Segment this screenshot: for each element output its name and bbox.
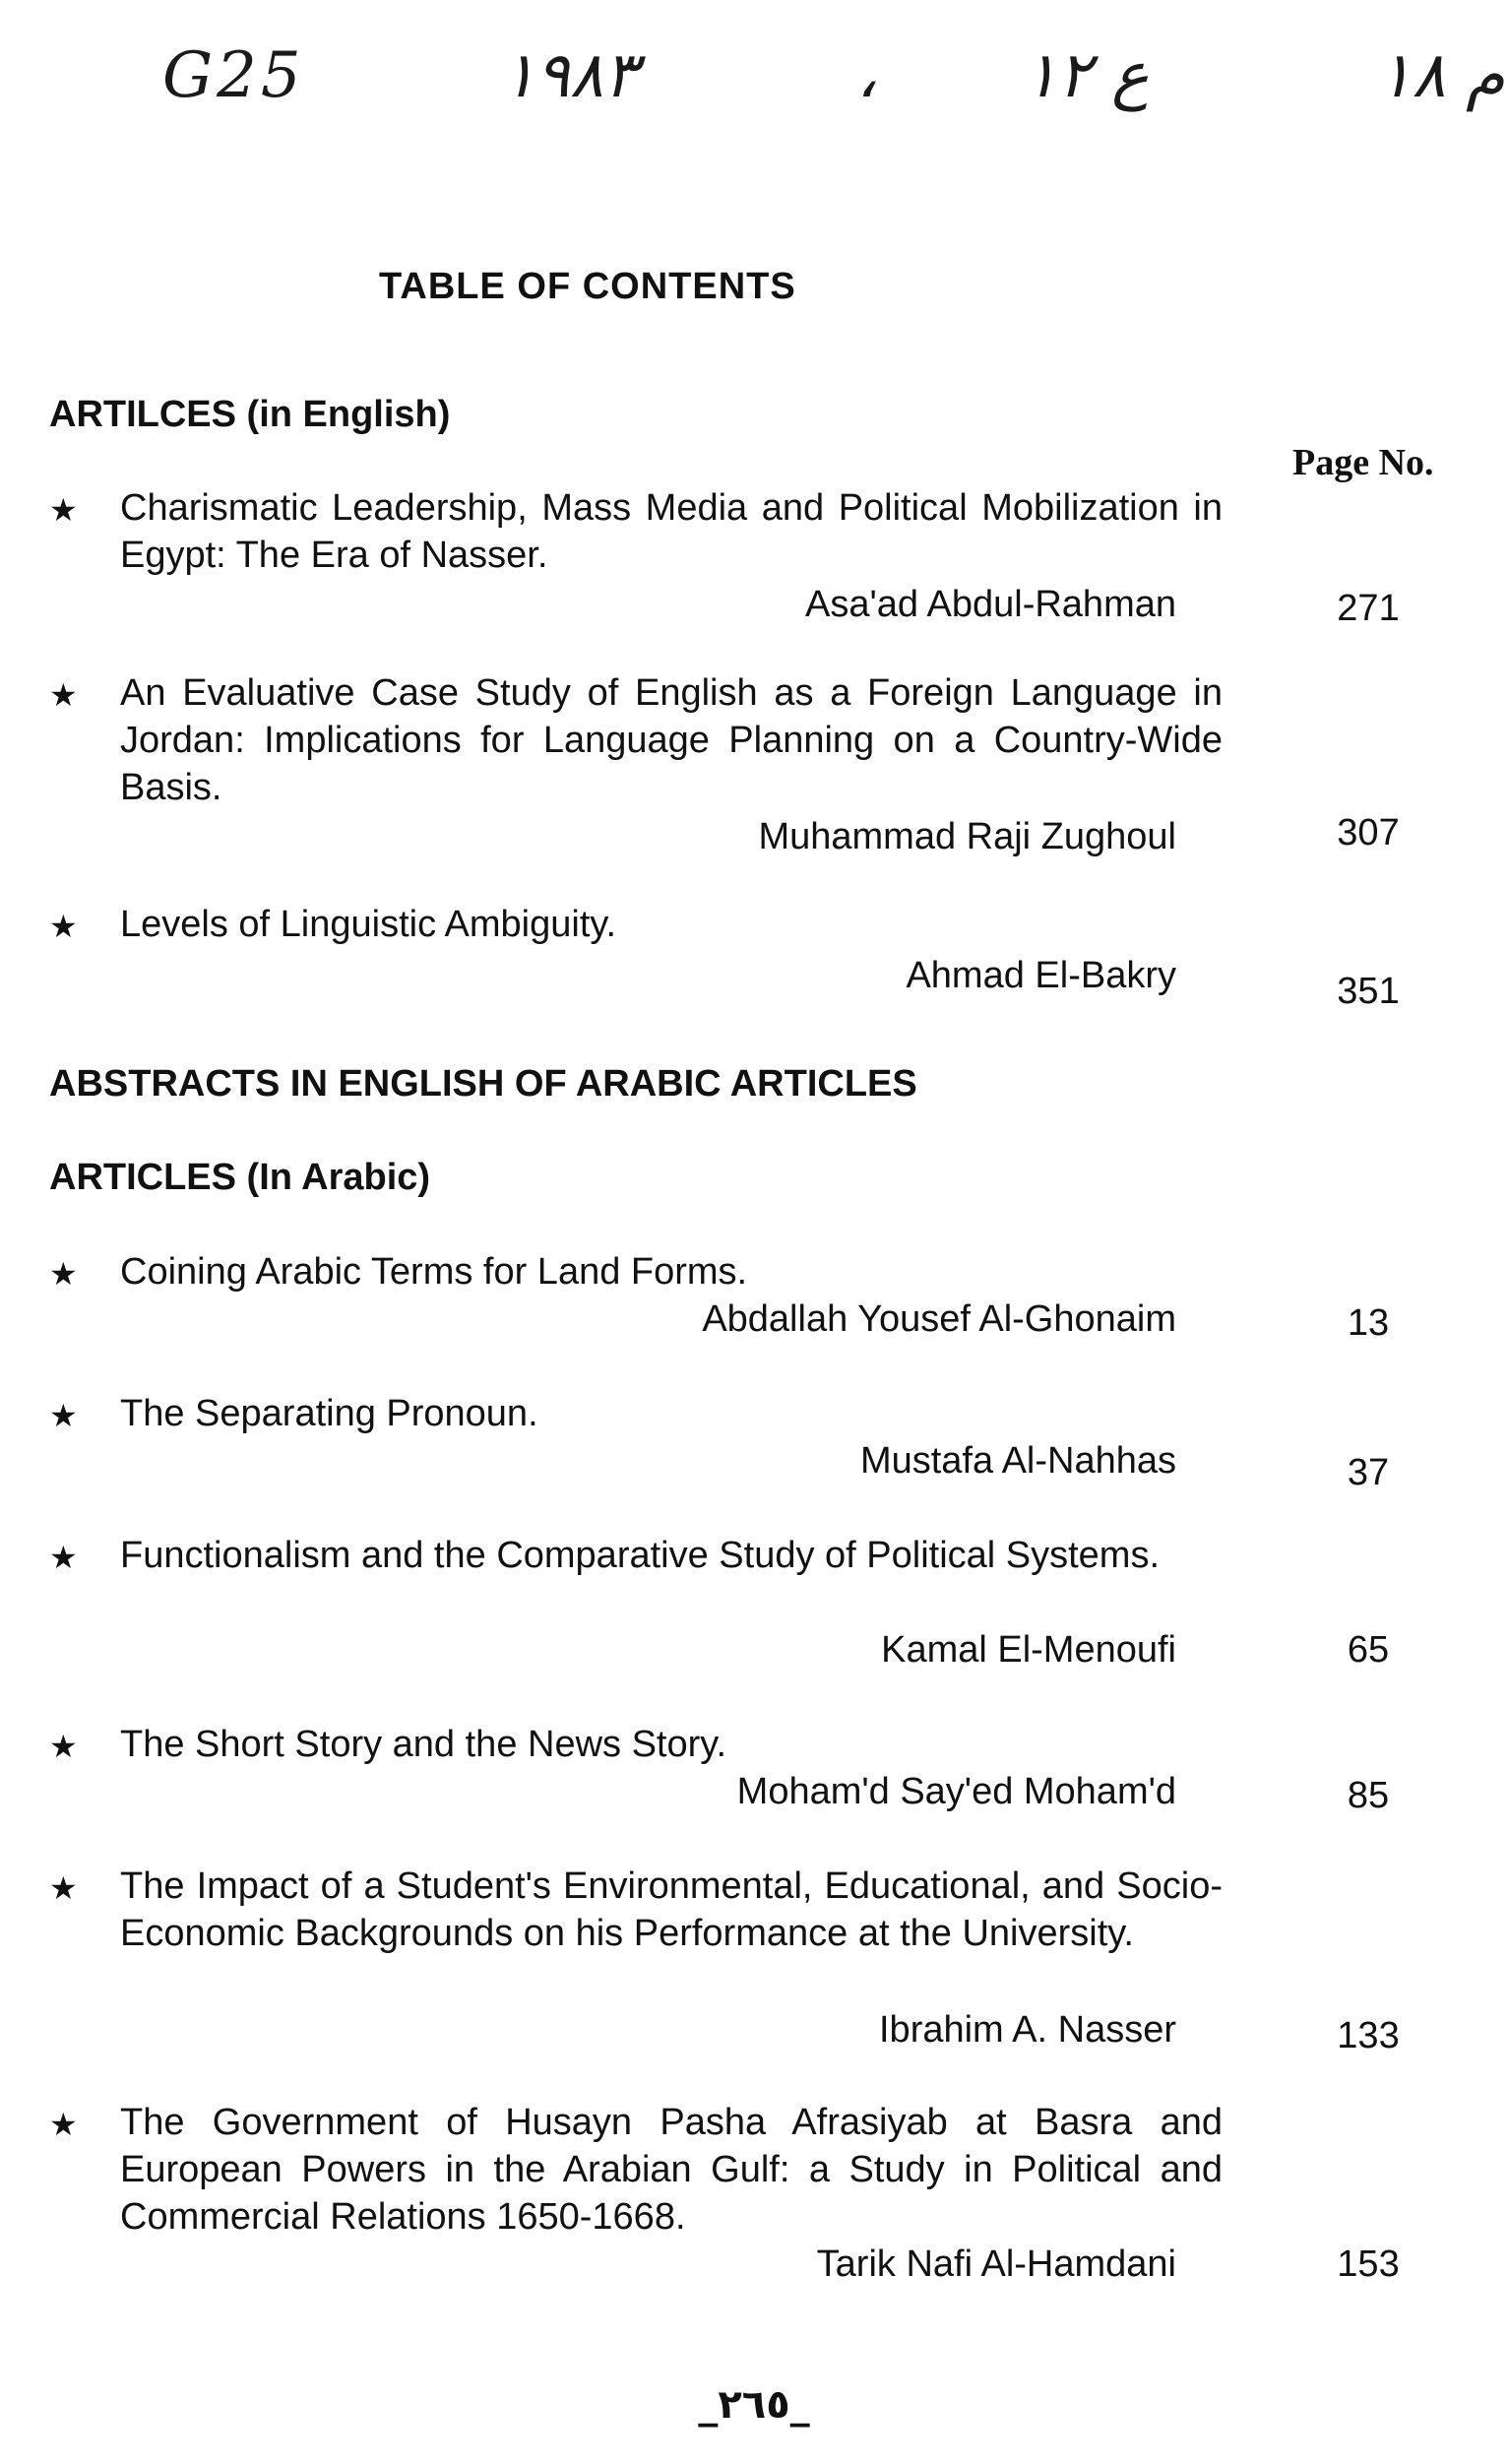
entry-author: Muhammad Raji Zughoul (758, 816, 1176, 857)
entry-author: Mustafa Al-Nahhas (859, 1440, 1176, 1482)
section-heading-english: ARTILCES (in English) (49, 394, 451, 435)
handwritten-issue: ع ١٢ (1024, 39, 1150, 112)
handwritten-year: ١٩٨٣ (502, 39, 638, 112)
star-bullet-icon: ★ (49, 1398, 78, 1433)
entry-title: Charismatic Leadership, Mass Media and Political Mobilization in Egypt: The Era of Nasser. (120, 487, 1223, 576)
entry-title: The Short Story and the News Story. (120, 1724, 727, 1765)
star-bullet-icon: ★ (49, 1729, 78, 1764)
entry-author: Ahmad El-Bakry (906, 955, 1176, 996)
entry-author: Tarik Nafi Al-Hamdani (816, 2243, 1176, 2285)
star-bullet-icon: ★ (49, 677, 78, 713)
entry-page-number: 153 (1337, 2243, 1400, 2285)
handwritten-code: G25 (162, 39, 305, 112)
star-bullet-icon: ★ (49, 909, 78, 944)
entry-page-number: 271 (1337, 588, 1400, 629)
entry-page-number: 65 (1347, 1629, 1390, 1671)
entry-page-number: 307 (1337, 812, 1400, 853)
entry-title: Functionalism and the Comparative Study of Political Systems. (120, 1535, 1161, 1576)
entry-author: Asa'ad Abdul-Rahman (805, 584, 1176, 625)
entry-author: Kamal El-Menoufi (881, 1629, 1176, 1671)
entry-author: Abdallah Yousef Al-Ghonaim (702, 1298, 1176, 1340)
handwritten-volume: م ١٨ (1378, 39, 1505, 112)
entry-author: Moham'd Say'ed Moham'd (736, 1771, 1176, 1812)
entry-page-number: 351 (1337, 971, 1400, 1012)
star-bullet-icon: ★ (49, 1256, 78, 1292)
page-title: TABLE OF CONTENTS (379, 266, 796, 307)
section-heading-arabic: ARTICLES (In Arabic) (49, 1157, 431, 1198)
star-bullet-icon: ★ (49, 492, 78, 528)
entry-title: Coining Arabic Terms for Land Forms. (120, 1251, 748, 1293)
entry-title: The Impact of a Student's Environmental, Educational, and Socio-Economic Backgrounds on his Performance at the University. (120, 1865, 1223, 1954)
star-bullet-icon: ★ (49, 2107, 78, 2142)
entry-title: Levels of Linguistic Ambiguity. (120, 904, 617, 945)
entry-title: The Separating Pronoun. (120, 1393, 538, 1434)
entry-page-number: 85 (1347, 1775, 1390, 1816)
star-bullet-icon: ★ (49, 1540, 78, 1575)
entry-page-number: 13 (1347, 1302, 1390, 1344)
star-bullet-icon: ★ (49, 1870, 78, 1906)
handwritten-comma: ، (856, 39, 877, 112)
entry-author: Ibrahim A. Nasser (879, 2009, 1176, 2051)
page-number-footer: _٢٦٥_ (698, 2382, 810, 2428)
section-heading-abstracts: ABSTRACTS IN ENGLISH OF ARABIC ARTICLES (49, 1063, 917, 1105)
entry-page-number: 37 (1347, 1452, 1390, 1493)
entry-page-number: 133 (1337, 2015, 1400, 2056)
entry-title: An Evaluative Case Study of English as a Foreign Language in Jordan: Implications for Language Planning on a Country-Wide Basis. (120, 672, 1223, 808)
entry-title: The Government of Husayn Pasha Afrasiyab at Basra and European Powers in the Arabian Gulf: a Study in Political and Commercial Relations 1650-1668. (120, 2102, 1223, 2238)
page-no-label: Page No. (1292, 442, 1434, 483)
